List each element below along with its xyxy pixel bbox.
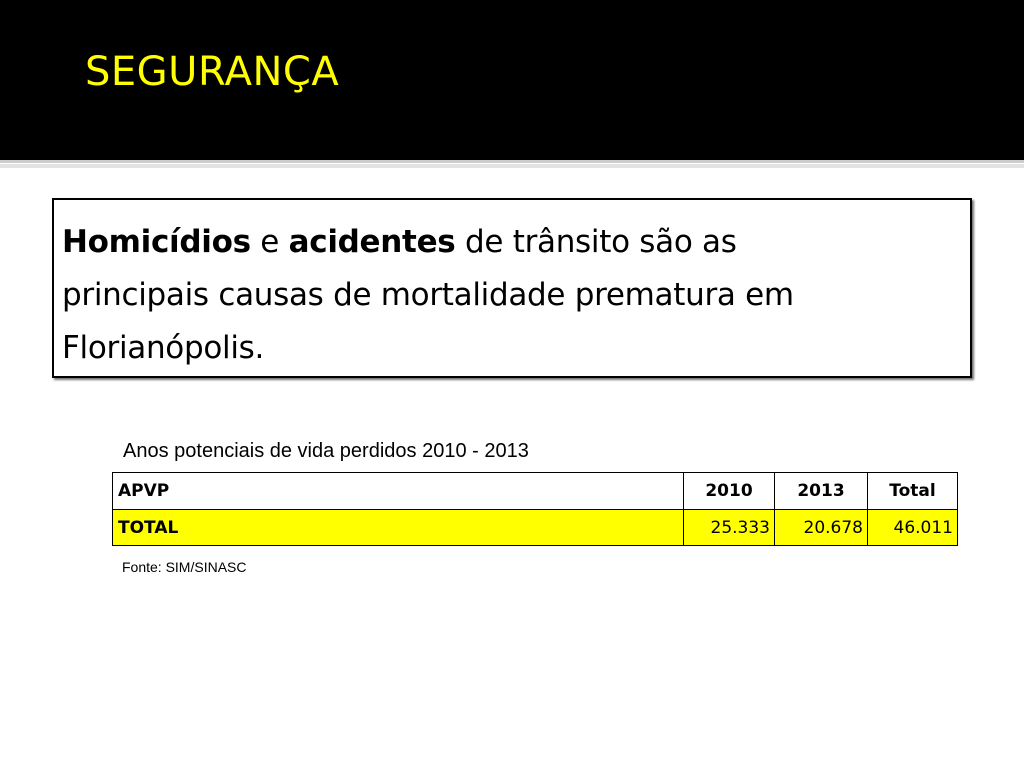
column-header-2013: 2013 <box>775 473 868 510</box>
callout-text: de trânsito são as <box>455 224 737 260</box>
title-divider-secondary <box>0 164 1024 168</box>
callout-text: e <box>250 224 289 260</box>
column-header-2010: 2010 <box>684 473 775 510</box>
cell-2013: 20.678 <box>775 510 868 546</box>
table-header-row <box>113 473 958 510</box>
callout-text: principais causas de mortalidade prematura em <box>62 277 794 313</box>
apvp-table <box>112 472 958 546</box>
column-header-apvp: APVP <box>113 473 684 510</box>
table-row <box>113 510 958 546</box>
cell-2010: 25.333 <box>684 510 775 546</box>
title-divider <box>0 160 1024 163</box>
source-note: Fonte: SIM/SINASC <box>122 559 247 575</box>
slide-title: SEGURANÇA <box>85 49 340 95</box>
title-bar <box>0 0 1024 160</box>
column-header-total: Total <box>868 473 958 510</box>
callout-bold-acidentes: acidentes <box>288 224 456 260</box>
cell-total: 46.011 <box>868 510 958 546</box>
callout-text: Florianópolis. <box>62 330 265 366</box>
callout-box <box>52 198 972 378</box>
callout-bold-homicidios: Homicídios <box>62 224 251 260</box>
row-label-total: TOTAL <box>113 510 684 546</box>
table-caption: Anos potenciais de vida perdidos 2010 - 2013 <box>123 440 529 462</box>
